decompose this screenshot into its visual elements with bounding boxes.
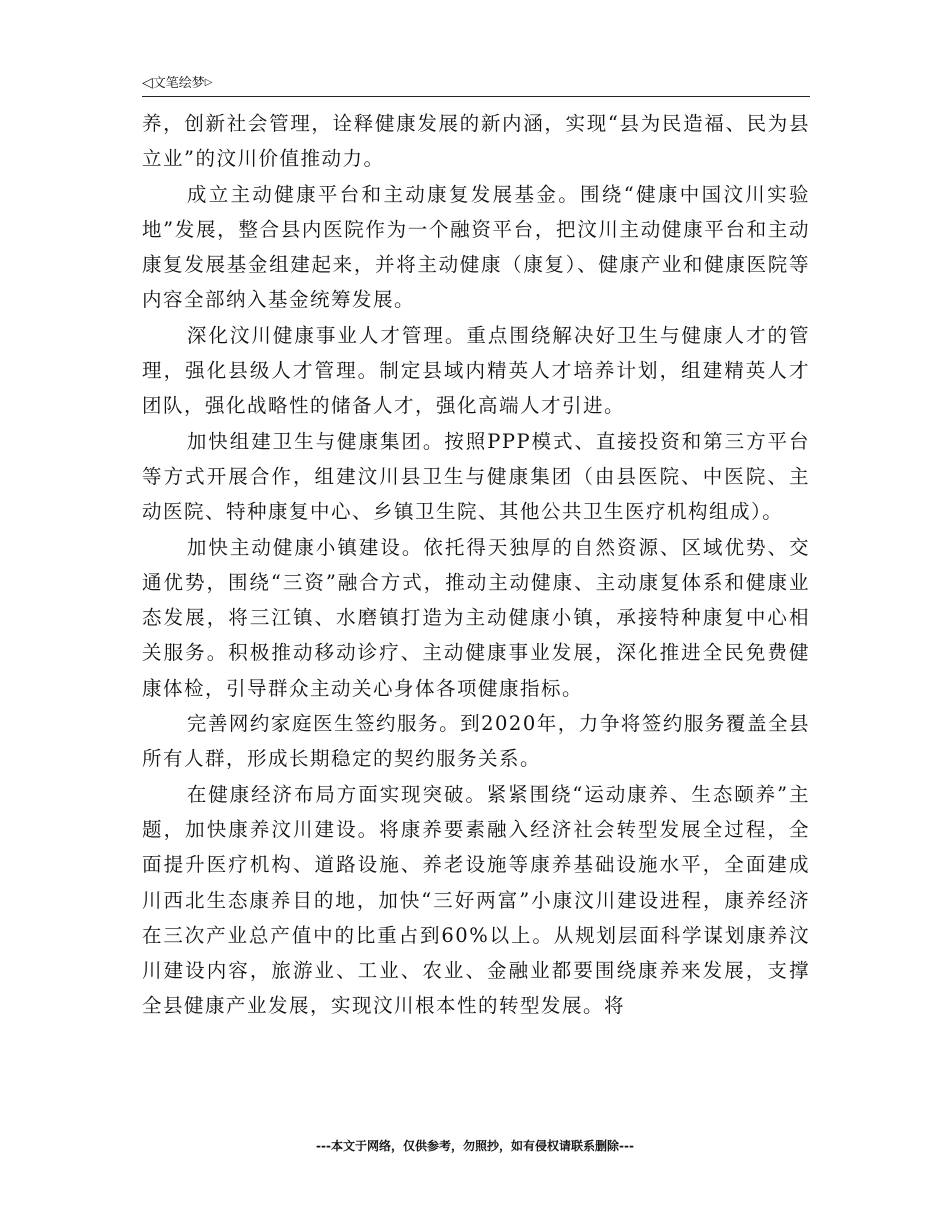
left-triangle-icon: ◁ <box>142 75 153 91</box>
paragraph-talent-management: 深化汶川健康事业人才管理。重点围绕解决好卫生与健康人才的管理，强化县级人才管理。制定县域内精英人才培养计划，组建精英人才团队，强化战略性的储备人才，强化高端人才引进。 <box>142 323 810 418</box>
paragraph-health-economy: 在健康经济布局方面实现突破。紧紧围绕“运动康养、生态颐养”主题，加快康养汶川建设。将康养要素融入经济社会转型发展全过程，全面提升医疗机构、道路设施、养老设施等康养基础设施水平，全面建成川西北生态康养目的地，加快“三好两富”小康汶川建设进程，康养经济在三次产业总产值中的比重占到60%以上。从规划层面科学谋划康养汶川建设内容，旅游业、工业、农业、金融业都要围绕康养来发展，支撑全县健康产业发展，实现汶川根本性的转型发展。将 <box>142 782 810 1018</box>
brand-logo <box>142 74 213 93</box>
paragraph-health-platform-fund: 成立主动健康平台和主动康复发展基金。围绕“健康中国汶川实验地”发展，整合县内医院作为一个融资平台，把汶川主动健康平台和主动康复发展基金组建起来，并将主动健康（康复）、健康产业和健康医院等内容全部纳入基金统筹发展。 <box>142 182 810 312</box>
paragraph-health-town: 加快主动健康小镇建设。依托得天独厚的自然资源、区域优势、交通优势，围绕“三资”融合方式，推动主动健康、主动康复体系和健康业态发展，将三江镇、水磨镇打造为主动健康小镇，承接特种康复中心相关服务。积极推动移动诊疗、主动健康事业发展，深化推进全民免费健康体检，引导群众主动关心身体各项健康指标。 <box>142 535 810 700</box>
paragraph-health-group: 加快组建卫生与健康集团。按照PPP模式、直接投资和第三方平台等方式开展合作，组建汶川县卫生与健康集团（由县医院、中医院、主动医院、特种康复中心、乡镇卫生院、其他公共卫生医疗机构组成）。 <box>142 429 810 524</box>
paragraph-continuation: 养，创新社会管理，诠释健康发展的新内涵，实现“县为民造福、民为县立业”的汶川价值推动力。 <box>142 112 810 171</box>
page-footer-disclaimer: ---本文于网络，仅供参考，勿照抄，如有侵权请联系删除--- <box>316 1139 634 1153</box>
page-header <box>142 74 810 97</box>
right-triangle-icon: ▷ <box>204 77 213 88</box>
document-body <box>142 106 810 1024</box>
paragraph-family-doctor: 完善网约家庭医生签约服务。到2020年，力争将签约服务覆盖全县所有人群，形成长期稳定的契约服务关系。 <box>142 712 810 771</box>
brand-name: 文笔绘梦 <box>152 76 205 91</box>
